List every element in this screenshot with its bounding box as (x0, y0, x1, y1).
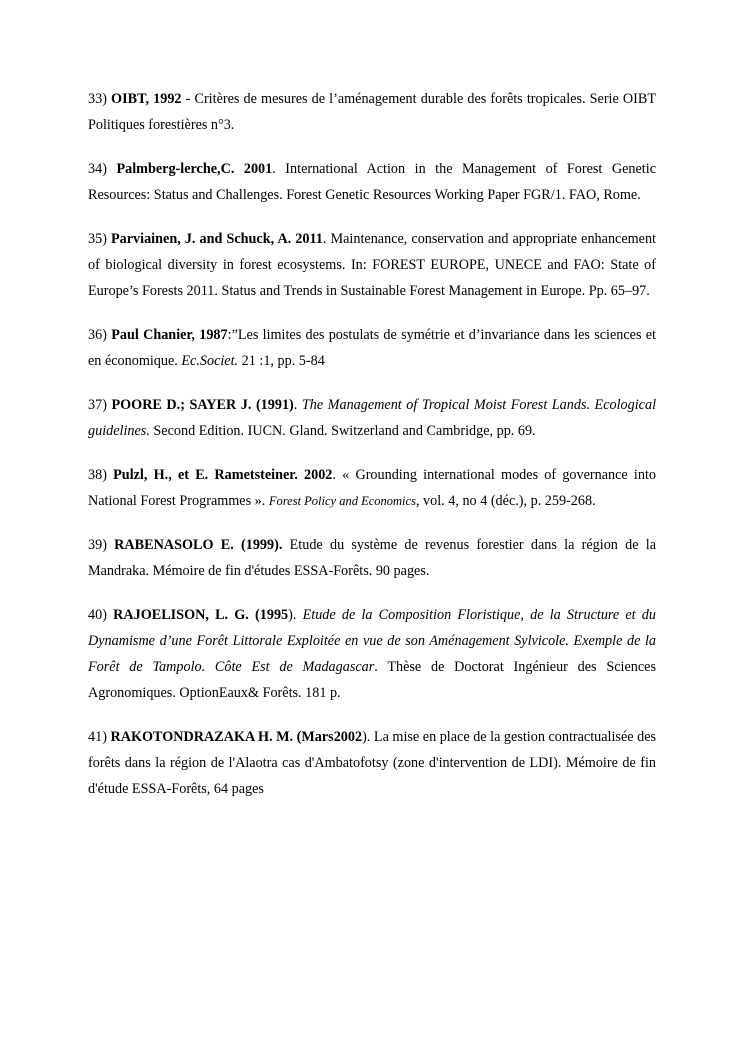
reference-text-after: . Thèse de Doctorat Ingénieur des Sciences Agronomiques. OptionEaux& Forêts. 181 p. (88, 659, 656, 701)
reference-author: RABENASOLO E. (1999). (114, 537, 283, 553)
reference-34 (88, 156, 656, 208)
reference-number: 39) (88, 537, 107, 553)
reference-number: 38) (88, 467, 107, 483)
reference-separator: . (293, 397, 302, 413)
reference-33 (88, 86, 656, 138)
reference-number: 36) (88, 327, 107, 343)
reference-text: . Maintenance, conservation and appropriate enhancement of biological diversity in forest ecosystems. In: FOREST EUROPE, UNECE and FAO: State of Europe’s Forests 2011. Status and Trends in Sustainable Forest Management in Europe. Pp. 65–97. (88, 231, 657, 299)
reference-author: POORE D.; SAYER J. (1991) (111, 397, 294, 413)
reference-text-after: , vol. 4, no 4 (déc.), p. 259-268. (415, 493, 596, 509)
reference-text: - Critères de mesures de l’aménagement durable des forêts tropicales. Serie OIBT Politiques forestières n°3. (88, 91, 657, 133)
reference-36 (88, 322, 656, 374)
reference-38 (88, 462, 656, 514)
reference-title: The Management of Tropical Moist Forest Lands. Ecological guidelines. (88, 397, 657, 439)
reference-author: Paul Chanier, 1987 (111, 327, 228, 343)
reference-author: OIBT, 1992 (111, 91, 182, 107)
reference-number: 33) (88, 91, 107, 107)
reference-number: 35) (88, 231, 107, 247)
reference-author: RAKOTONDRAZAKA H. M. (Mars2002 (110, 729, 363, 745)
reference-text: :”Les limites des postulats de symétrie et d’invariance dans les sciences et en économique. (88, 327, 656, 369)
reference-author: RAJOELISON, L. G. (1995 (113, 607, 289, 623)
reference-list (88, 86, 656, 820)
reference-separator: ). (288, 607, 303, 623)
reference-author: Palmberg-lerche,C. 2001 (116, 161, 273, 177)
reference-text: . « Grounding international modes of governance into National Forest Programmes ». (88, 467, 656, 509)
reference-number: 40) (88, 607, 107, 623)
reference-text-after: 21 :1, pp. 5-84 (238, 353, 325, 369)
reference-journal: Ec.Societ. (181, 353, 239, 369)
reference-title: Etude de la Composition Floristique, de la Structure et du Dynamisme d’une Forêt Littorale Exploitée en vue de son Aménagement Sylvicole. Exemple de la Forêt de Tampolo. Côte Est de Madagascar (88, 607, 656, 675)
reference-journal: Forest Policy and Economics (268, 494, 416, 508)
reference-number: 37) (88, 397, 107, 413)
reference-39 (88, 532, 656, 584)
reference-35 (88, 226, 656, 304)
reference-40 (88, 602, 656, 706)
reference-41 (88, 724, 656, 802)
reference-text: Etude du système de revenus forestier dans la région de la Mandraka. Mémoire de fin d'études ESSA-Forêts. 90 pages. (88, 537, 657, 579)
reference-author: Parviainen, J. and Schuck, A. 2011 (111, 231, 323, 247)
reference-37 (88, 392, 656, 444)
reference-number: 41) (88, 729, 107, 745)
reference-author: Pulzl, H., et E. Rametsteiner. 2002 (113, 467, 333, 483)
reference-text: ). La mise en place de la gestion contractualisée des forêts dans la région de l'Alaotra cas d'Ambatofotsy (zone d'intervention de LDI). Mémoire de fin d'étude ESSA-Forêts, 64 pages (88, 729, 657, 797)
reference-number: 34) (88, 161, 107, 177)
reference-text-after: Second Edition. IUCN. Gland. Switzerland and Cambridge, pp. 69. (149, 423, 536, 439)
reference-text: . International Action in the Management of Forest Genetic Resources: Status and Challenges. Forest Genetic Resources Working Paper FGR/1. FAO, Rome. (88, 161, 656, 203)
